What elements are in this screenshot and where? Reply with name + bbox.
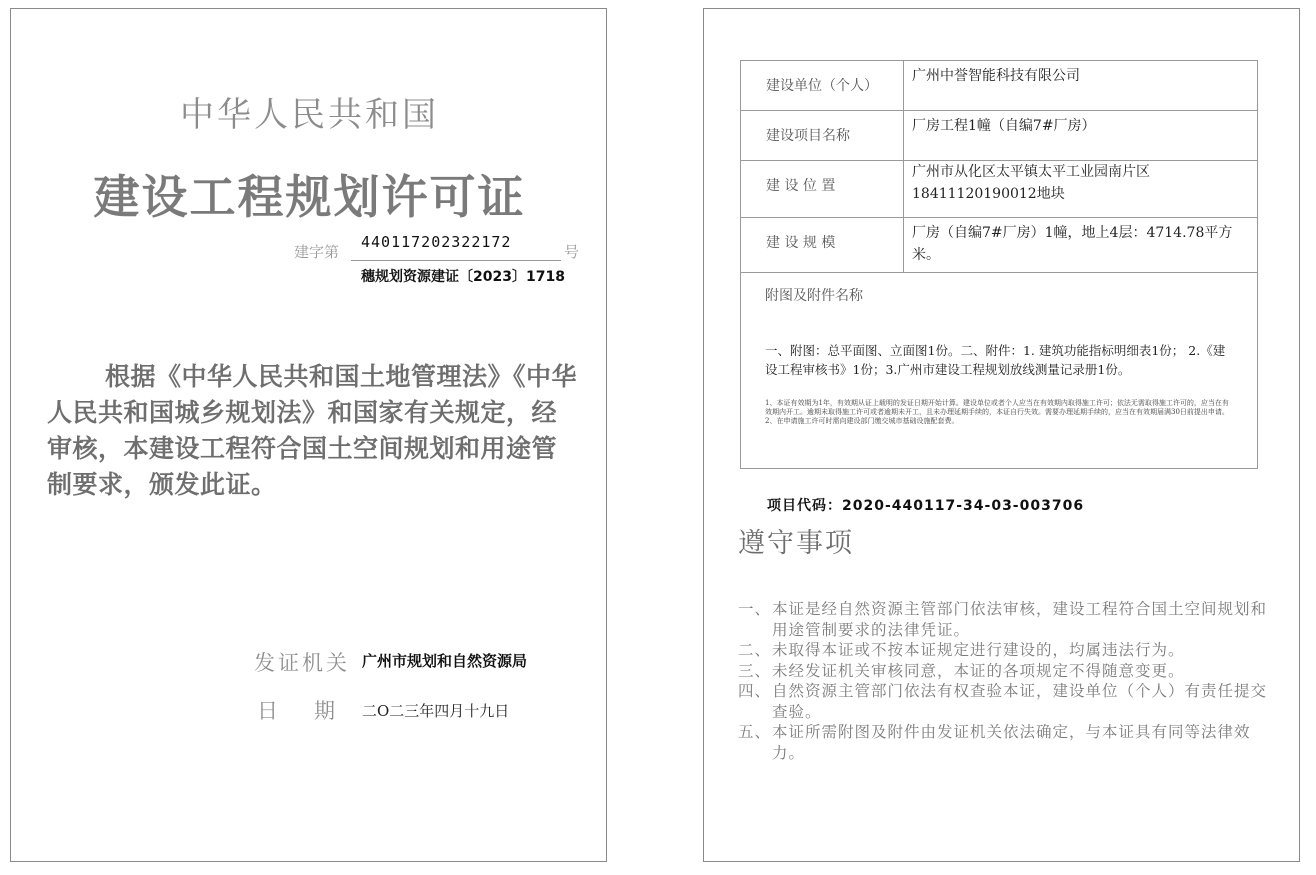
permit-number-prefix: 建字第	[294, 243, 340, 261]
validity-note: 1、本证有效期为1年，有效期从证上载明的发证日期开始计算。建设单位或者个人应当在有效期内取得施工许可；依法无需取得施工许可的，应当在有效期内开工。逾期未取得施工许可或者逾期未开工，且未办理延期手续的，本证自行失效。需要办理延期手续的，应当在有效期届满30日前提出申请。2、在申请施工许可时需向建设部门缴交城市基础设施配套费。	[765, 399, 1229, 425]
row-value: 广州市从化区太平镇太平工业园南片区18411120190012地块	[904, 161, 1258, 218]
permit-number-suffix: 号	[564, 243, 580, 261]
project-info-table	[740, 60, 1258, 469]
attachments-cell	[741, 273, 1258, 469]
row-label: 建 设 规 模	[741, 218, 904, 273]
list-item	[738, 661, 1278, 682]
notice-number: 四、	[738, 682, 772, 700]
notice-number: 一、	[738, 600, 772, 618]
project-code: 项目代码：2020-440117-34-03-003706	[767, 498, 1085, 514]
notice-list	[738, 599, 1278, 763]
table-row	[741, 273, 1258, 469]
notice-text: 本证是经自然资源主管部门依法审核，建设工程符合国土空间规划和用途管制要求的法律凭证。	[772, 600, 1268, 639]
list-item	[738, 681, 1278, 722]
row-value: 厂房工程1幢（自编7#厂房）	[904, 111, 1258, 161]
date-value: 二O二三年四月十九日	[362, 702, 510, 720]
notice-text: 本证所需附图及附件由发证机关依法确定，与本证具有同等法律效力。	[772, 723, 1251, 762]
table-row	[741, 61, 1258, 111]
list-item	[738, 722, 1278, 763]
table-row	[741, 111, 1258, 161]
row-value: 广州中誉智能科技有限公司	[904, 61, 1258, 111]
notice-text: 自然资源主管部门依法有权查验本证，建设单位（个人）有责任提交查验。	[772, 682, 1268, 721]
notice-number: 二、	[738, 641, 772, 659]
notice-text: 未经发证机关审核同意，本证的各项规定不得随意变更。	[772, 661, 1185, 680]
permit-reference: 穗规划资源建证〔2023〕1718	[361, 269, 565, 285]
list-item	[738, 599, 1278, 640]
row-label: 建设单位（个人）	[741, 61, 904, 111]
table-row	[741, 218, 1258, 273]
attachments-text: 一、附图：总平面图、立面图1份。二、附件：1. 建筑功能指标明细表1份； 2.《建设工程审核书》1份；3.广州市建设工程规划放线测量记录册1份。	[765, 343, 1226, 377]
notice-number: 五、	[738, 723, 772, 741]
country-name: 中华人民共和国	[180, 95, 439, 135]
date-label: 日期	[257, 699, 371, 723]
permit-declaration: 根据《中华人民共和国土地管理法》《中华人民共和国城乡规划法》和国家有关规定，经审核，本建设工程符合国土空间规划和用途管制要求，颁发此证。	[47, 362, 578, 499]
table-row	[741, 161, 1258, 218]
permit-title: 建设工程规划许可证	[93, 170, 526, 224]
notice-number: 三、	[738, 661, 772, 680]
permit-number: 440117202322172	[361, 233, 512, 251]
row-label: 建设项目名称	[741, 111, 904, 161]
issuer-value: 广州市规划和自然资源局	[362, 652, 528, 670]
list-item	[738, 640, 1278, 661]
permit-front-page	[10, 8, 607, 862]
permit-back-page	[703, 8, 1300, 862]
notice-text: 未取得本证或不按本证规定进行建设的，均属违法行为。	[772, 641, 1185, 659]
row-label: 建 设 位 置	[741, 161, 904, 218]
notice-title: 遵守事项	[738, 528, 854, 559]
row-value: 厂房（自编7#厂房）1幢，地上4层：4714.78平方米。	[904, 218, 1258, 273]
issuer-label: 发证机关	[254, 651, 350, 675]
permit-number-underline	[351, 260, 561, 261]
attachments-label: 附图及附件名称	[765, 288, 863, 304]
